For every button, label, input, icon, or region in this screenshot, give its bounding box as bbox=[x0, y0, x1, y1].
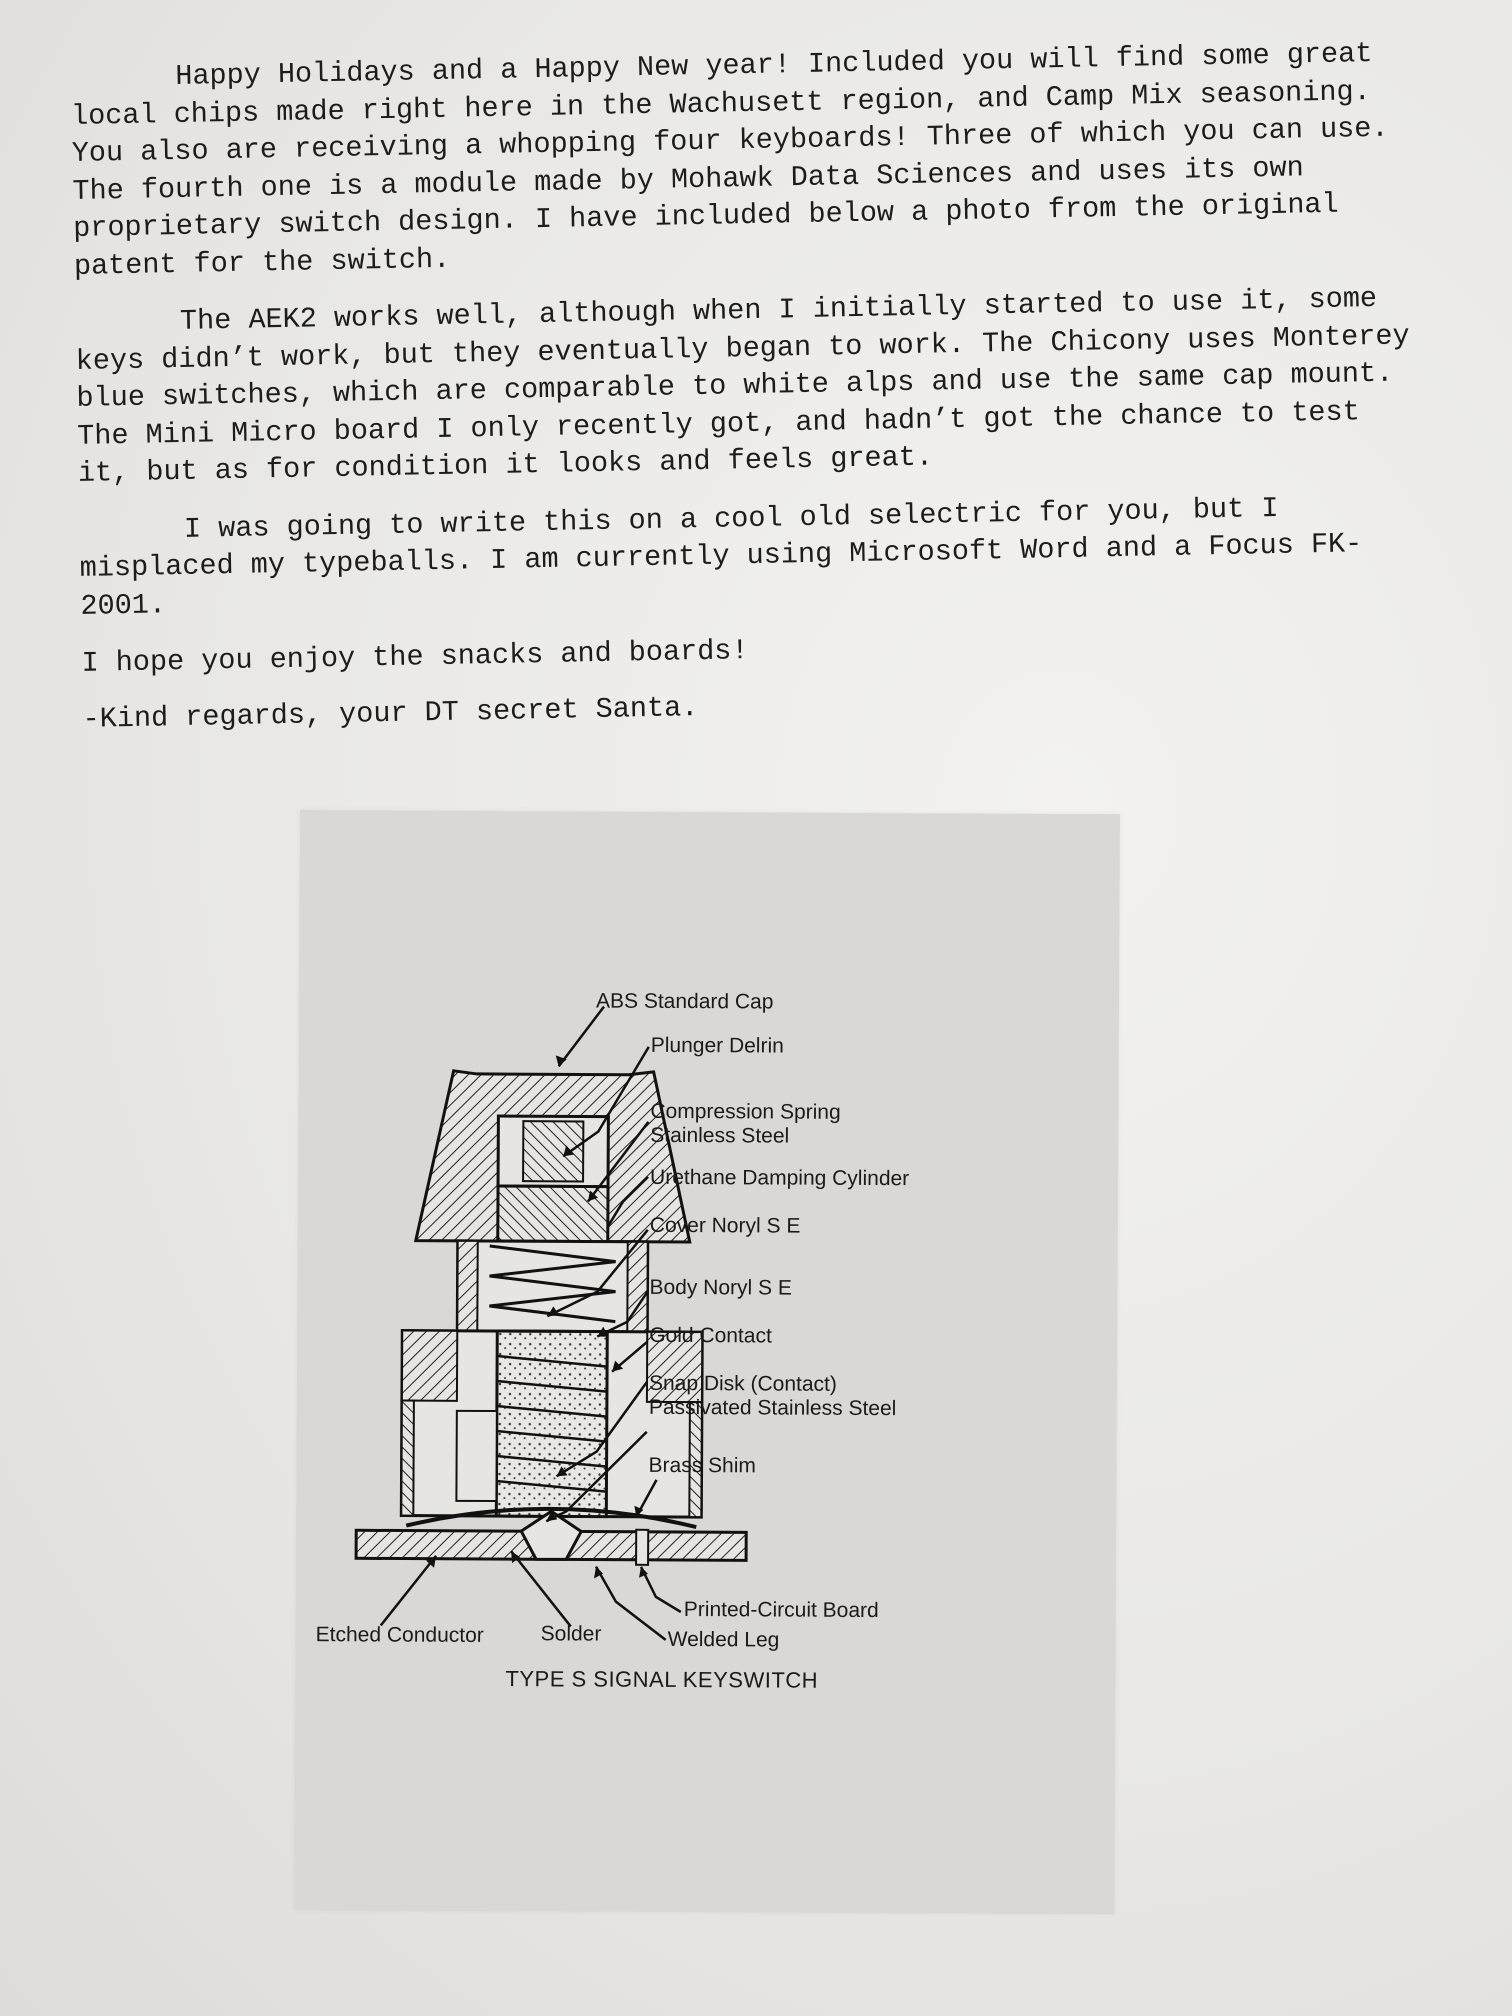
signoff-line: -Kind regards, your DT secret Santa. bbox=[82, 690, 699, 736]
label-spring-1: Compression Spring bbox=[650, 1099, 841, 1124]
keyswitch-diagram bbox=[294, 810, 1120, 1914]
label-snap-2: Passivated Stainless Steel bbox=[648, 1395, 897, 1421]
label-brass-shim: Brass Shim bbox=[648, 1453, 756, 1478]
label-abs-cap: ABS Standard Cap bbox=[595, 989, 774, 1014]
label-plunger: Plunger Delrin bbox=[650, 1033, 784, 1058]
paragraph-greeting: Happy Holidays and a Happy New year! Included you will find some great local chips made right here in the Wachusett region, and Camp Mix seasoning. You also are receiving a whopping four keyboards! Three of which you can use. The fourth one is a module made by Mohawk Data Sciences and uses its own proprietary switch design. I have included below a photo from the original patent for the switch. bbox=[70, 37, 1389, 283]
label-pcb: Printed-Circuit Board bbox=[683, 1598, 879, 1623]
label-snap-1: Snap Disk (Contact) bbox=[648, 1371, 837, 1396]
label-body: Body Noryl S E bbox=[649, 1275, 792, 1300]
figure-caption: TYPE S SIGNAL KEYSWITCH bbox=[505, 1666, 819, 1693]
label-welded-leg: Welded Leg bbox=[667, 1627, 780, 1652]
label-etched-conductor: Etched Conductor bbox=[315, 1623, 484, 1647]
label-solder: Solder bbox=[540, 1622, 602, 1646]
label-damping: Urethane Damping Cylinder bbox=[650, 1165, 910, 1191]
paragraph-keyboards: The AEK2 works well, although when I initially started to use it, some keys didn’t work, but they eventually began to work. The Chicony uses Monterey blue switches, which are comparable to white alps and use the same cap mount. The Mini Micro board I only recently got, and hadn’t got the chance to test it, but as for condition it looks and feels great. bbox=[75, 281, 1410, 490]
paragraph-selectric: I was going to write this on a cool old selectric for you, but I misplaced my typeballs. I am currently using Microsoft Word and a Focus FK-2001. bbox=[79, 491, 1363, 623]
label-spring-2: Stainless Steel bbox=[650, 1123, 790, 1148]
patent-figure bbox=[294, 810, 1120, 1914]
label-cover: Cover Noryl S E bbox=[649, 1213, 801, 1238]
letter-body bbox=[70, 34, 1423, 756]
label-gold-contact: Gold Contact bbox=[649, 1323, 772, 1348]
closing-line: I hope you enjoy the snacks and boards! bbox=[81, 634, 749, 680]
